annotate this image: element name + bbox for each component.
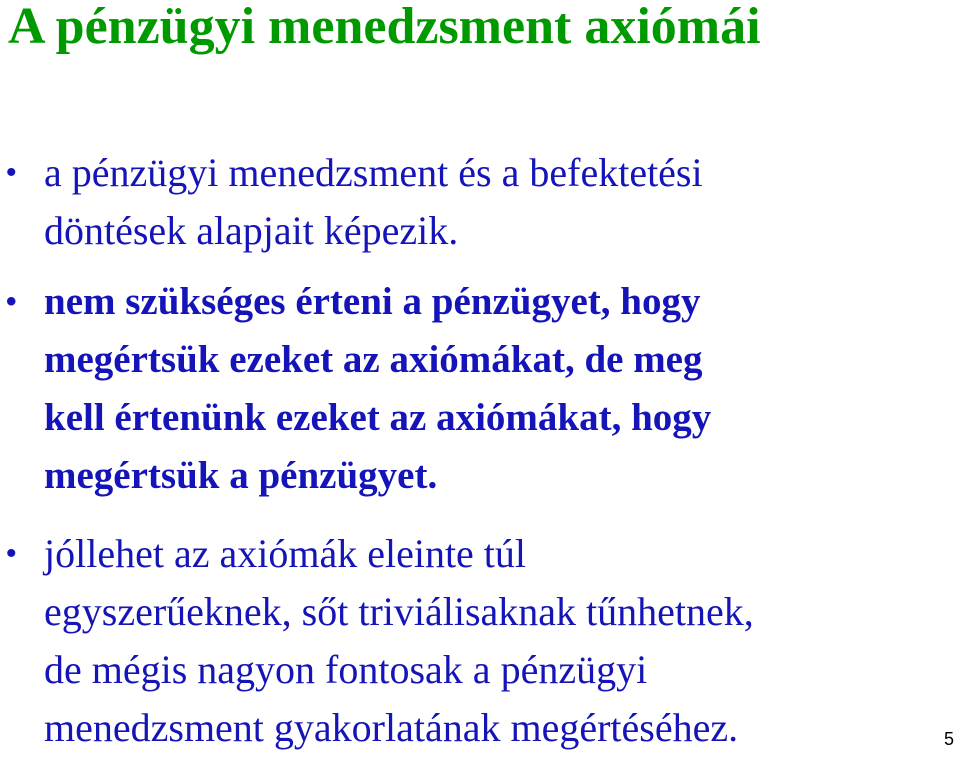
bullet-item-1 (6, 144, 944, 260)
bullet-dot-icon: • (6, 537, 17, 570)
bullet-dot-icon: • (6, 285, 17, 318)
bullet-item-3 (6, 525, 944, 757)
bullet-2-line-4: megértsük a pénzügyet. (44, 454, 438, 497)
bullet-item-2 (6, 273, 944, 505)
slide-title: A pénzügyi menedzsment axiómái (8, 0, 761, 55)
bullet-2-line-2: megértsük ezeket az axiómákat, de meg (44, 338, 703, 381)
bullet-2-line-1: nem szükséges érteni a pénzügyet, hogy (44, 280, 701, 323)
bullet-1-line-1: a pénzügyi menedzsment és a befektetési (44, 150, 703, 195)
bullet-dot-icon: • (6, 156, 17, 189)
bullet-1-line-2: döntések alapjait képezik. (44, 208, 459, 253)
bullet-3-line-2: egyszerűeknek, sőt triviálisaknak tűnhetnek, (44, 589, 754, 634)
bullet-3-line-1: jóllehet az axiómák eleinte túl (44, 531, 527, 576)
bullet-2-line-3: kell értenünk ezeket az axiómákat, hogy (44, 396, 712, 439)
bullet-3-line-4: menedzsment gyakorlatának megértéséhez. (44, 705, 739, 750)
page-number: 5 (943, 729, 954, 749)
bullet-3-line-3: de mégis nagyon fontosak a pénzügyi (44, 647, 648, 692)
